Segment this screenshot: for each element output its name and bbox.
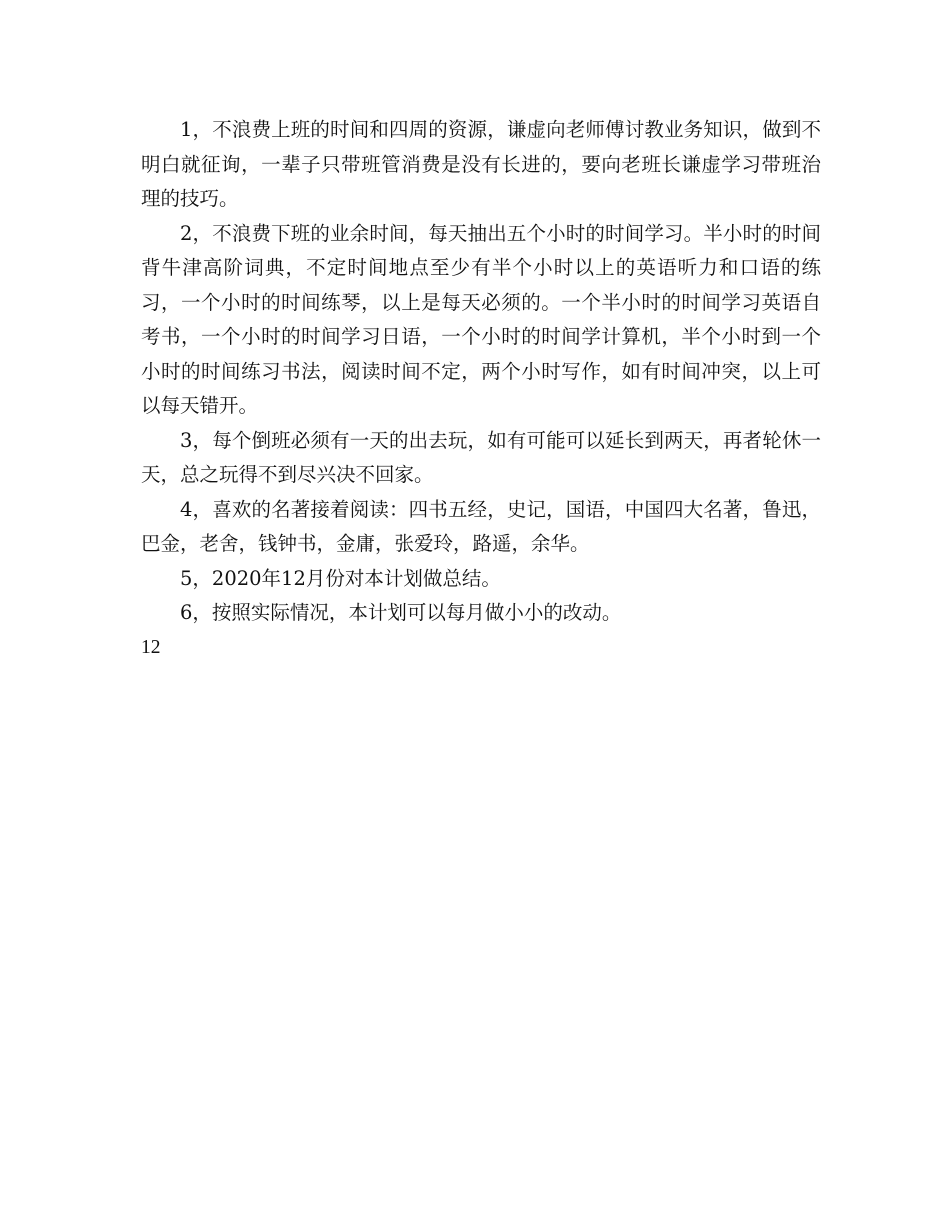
paragraph-2: 2，不浪费下班的业余时间，每天抽出五个小时的时间学习。半小时的时间背牛津高阶词典，不定时间地点至少有半个小时以上的英语听力和口语的练习，一个小时的时间练琴，以上是每天必须的。一个半小时的时间学习英语自考书，一个小时的时间学习日语，一个小时的时间学计算机，半个小时到一个小时的时间练习书法，阅读时间不定，两个小时写作，如有时间冲突，以上可以每天错开。 (141, 221, 821, 417)
paragraph-3: 3，每个倒班必须有一天的出去玩，如有可能可以延长到两天，再者轮休一天，总之玩得不到尽兴决不回家。 (141, 428, 821, 486)
paragraph-6: 6，按照实际情况，本计划可以每月做小小的改动。 (180, 601, 622, 624)
page-number: 12 (141, 636, 161, 658)
paragraph-1: 1，不浪费上班的时间和四周的资源，谦虚向老师傅讨教业务知识，做到不明白就征询，一辈子只带班管消费是没有长进的，要向老班长谦虚学习带班治理的技巧。 (141, 118, 821, 210)
document-body (141, 113, 821, 665)
paragraph-4: 4，喜欢的名著接着阅读：四书五经，史记，国语，中国四大名著，鲁迅，巴金，老舍，钱钟书，金庸，张爱玲，路遥，余华。 (141, 497, 821, 555)
paragraph-5: 5，2020年12月份对本计划做总结。 (180, 566, 501, 590)
